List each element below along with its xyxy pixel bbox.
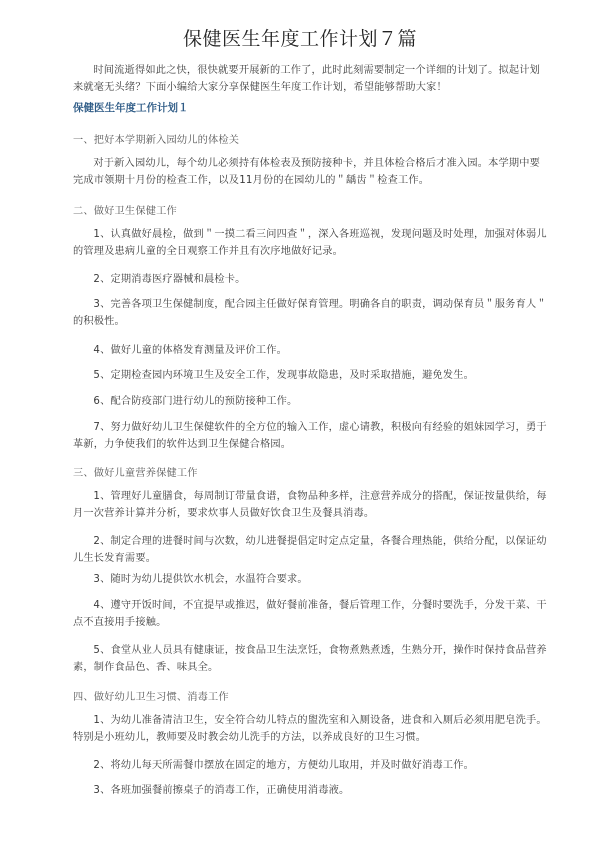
section-3-paragraph-2: 2、制定合理的进餐时间与次数，幼儿进餐提倡定时定点定量，各餐合理热能，供给分配，以保证幼儿生长发育需要。	[73, 536, 547, 564]
section-4-paragraph-1: 1、为幼儿准备清洁卫生，安全符合幼儿特点的盥洗室和入厕设备，进食和入厕后必须用肥皂洗手。特别是小班幼儿，教师要及时教会幼儿洗手的方法，以养成良好的卫生习惯。	[73, 715, 547, 743]
section-2-paragraph-6: 6、配合防疫部门进行幼儿的预防接种工作。	[93, 396, 298, 407]
section-2-paragraph-1: 1、认真做好晨检，做到＂一摸二看三问四查＂，深入各班巡视，发现问题及时处理，加强对体弱儿的管理及患病儿童的全日观察工作并且有次序地做好记录。	[73, 229, 547, 257]
section-3-paragraph-3: 3、随时为幼儿提供饮水机会，水温符合要求。	[93, 574, 308, 585]
section-2-paragraph-5: 5、定期检查园内环境卫生及安全工作，发现事故隐患，及时采取措施，避免发生。	[93, 370, 475, 381]
section-heading-1: 一、把好本学期新入园幼儿的体检关	[73, 135, 240, 146]
intro-paragraph: 时间流逝得如此之快，很快就要开展新的工作了，此时此刻需要制定一个详细的计划了。拟起计划来就毫无头绪？下面小编给大家分享保健医生年度工作计划，希望能够帮助大家！	[73, 65, 541, 93]
section-2-paragraph-4: 4、做好儿童的体格发育测量及评价工作。	[93, 345, 288, 356]
document-title: 保健医生年度工作计划７篇	[182, 28, 417, 50]
section-3-paragraph-4: 4、遵守开饭时间，不宜提早或推迟，做好餐前准备，餐后管理工作，分餐时要洗手，分发干菜、干点不直接用手接触。	[73, 600, 547, 628]
section-4-paragraph-2: 2、将幼儿每天所需餐巾摆放在固定的地方，方便幼儿取用，并及时做好消毒工作。	[93, 760, 475, 771]
section-2-paragraph-2: 2、定期消毒医疗器械和晨检卡。	[93, 274, 246, 285]
section-4-paragraph-3: 3、各班加强餐前擦桌子的消毒工作，正确使用消毒液。	[93, 785, 350, 796]
section-3-paragraph-1: 1、管理好儿童膳食，每周制订带量食谱，食物品种多样，注意营养成分的搭配，保证按量供给，每月一次营养计算并分析，要求炊事人员做好饮食卫生及餐具消毒。	[73, 491, 547, 519]
plan-title: 保健医生年度工作计划１	[73, 102, 189, 114]
section-2-paragraph-7: 7、努力做好幼儿卫生保健软件的全方位的输入工作，虚心请教，积极向有经验的姐妹园学习，勇于革新，力争使我们的软件达到卫生保健合格园。	[73, 422, 547, 450]
section-heading-4: 四、做好幼儿卫生习惯、消毒工作	[73, 692, 229, 703]
section-2-paragraph-3: 3、完善各项卫生保健制度，配合园主任做好保育管理。明确各自的职责，调动保育员＂服务育人＂的积极性。	[73, 299, 547, 327]
section-heading-2: 二、做好卫生保健工作	[73, 206, 177, 217]
section-3-paragraph-5: 5、食堂从业人员具有健康证，按食品卫生法烹饪，食物煮熟煮透，生熟分开，操作时保持食品营养素，制作食品色、香、味具全。	[73, 645, 547, 673]
section-1-paragraph-1: 对于新入园幼儿，每个幼儿必须持有体检表及预防接种卡，并且体检合格后才准入园。本学期中要完成市领期十月份的检查工作，以及11月份的在园幼儿的＂龋齿＂检查工作。	[73, 158, 541, 186]
section-heading-3: 三、做好儿童营养保健工作	[73, 468, 198, 479]
